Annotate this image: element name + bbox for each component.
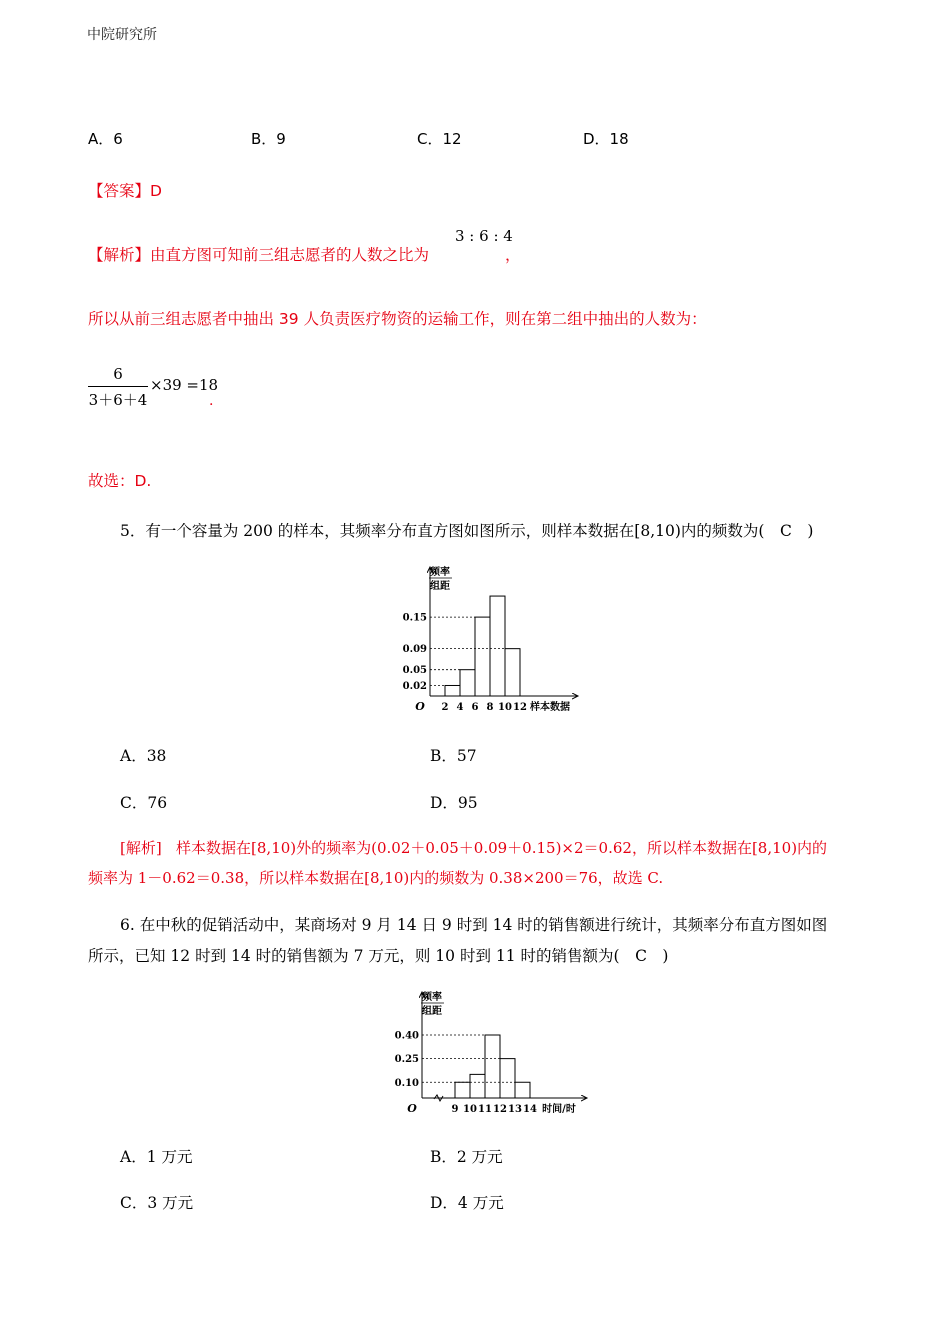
y-tick-label: 0.05 xyxy=(402,665,427,677)
y-tick-label: 0.09 xyxy=(402,644,427,656)
header-org: 中院研究所 xyxy=(87,27,157,43)
q4-option-b: B．9 xyxy=(251,130,286,148)
q4-analysis-text: 由直方图可知前三组志愿者的人数之比为 xyxy=(150,246,430,264)
y-tick-label: 0.10 xyxy=(395,1077,419,1089)
bar xyxy=(485,1035,500,1098)
q4-analysis-line1 xyxy=(88,243,429,265)
y-tick-label: 0.40 xyxy=(395,1030,419,1042)
q6-option-d: D．4 万元 xyxy=(430,1194,504,1212)
bar xyxy=(455,1082,470,1098)
q4-frac-numerator: 6 xyxy=(113,365,123,383)
q5-option-d: D．95 xyxy=(430,794,478,812)
q5-analysis-line1 xyxy=(120,837,827,858)
y-axis-label-top: 频率 xyxy=(422,992,442,1003)
q5-stem: 5．有一个容量为 200 的样本，其频率分布直方图如图所示，则样本数据在[8,10)内的频数为( C ) xyxy=(120,522,814,540)
q4-analysis-label: 【解析】 xyxy=(88,246,151,264)
x-tick-label: 2 xyxy=(441,702,449,713)
x-tick-label: 8 xyxy=(486,702,494,713)
q5-analysis-line2: 频率为 1－0.62＝0.38，所以样本数据在[8,10)内的频数为 0.38×200＝76，故选 C. xyxy=(88,869,664,887)
q4-period: . xyxy=(209,393,214,409)
q5-analysis-label: [解析] xyxy=(120,839,162,857)
x-tick-label: 13 xyxy=(508,1104,522,1115)
q5-option-c: C．76 xyxy=(120,794,168,812)
bar xyxy=(490,596,505,696)
x-tick-label: 10 xyxy=(463,1104,477,1115)
q6-option-c: C．3 万元 xyxy=(120,1194,194,1212)
q4-analysis-line2: 所以从前三组志愿者中抽出 39 人负责医疗物资的运输工作，则在第二组中抽出的人数为： xyxy=(88,310,707,328)
origin-label: O xyxy=(415,700,425,713)
q4-conclusion: 故选：D. xyxy=(88,472,152,490)
y-axis-label-bottom: 组距 xyxy=(430,581,450,592)
bar xyxy=(445,685,460,696)
q4-option-d: D．18 xyxy=(583,130,629,148)
q4-frac-denominator: 3＋6＋4 xyxy=(88,391,148,409)
axis-break-mark xyxy=(434,1095,443,1101)
x-axis-label: 样本数据 xyxy=(530,702,570,713)
x-tick-label: 4 xyxy=(456,702,464,713)
q4-frac-rest: ×39 =18 xyxy=(150,376,219,394)
q4-option-c: C．12 xyxy=(417,130,462,148)
q6-option-a: A．1 万元 xyxy=(120,1148,193,1166)
q6-stem-line2: 所示，已知 12 时到 14 时的销售额为 7 万元，则 10 时到 11 时的销售额为( C ) xyxy=(88,947,669,965)
q4-answer: 【答案】D xyxy=(88,182,162,200)
q6-option-b: B．2 万元 xyxy=(430,1148,503,1166)
bar xyxy=(475,617,490,696)
y-tick-label: 0.02 xyxy=(402,680,427,692)
y-axis-label-bottom: 组距 xyxy=(422,1006,442,1017)
q5-histogram xyxy=(395,565,590,720)
x-tick-label: 14 xyxy=(523,1104,537,1115)
x-tick-label: 12 xyxy=(493,1104,507,1115)
bar xyxy=(460,670,475,696)
x-tick-label: 12 xyxy=(513,702,527,713)
bar xyxy=(470,1074,485,1098)
bar xyxy=(505,649,520,696)
x-tick-label: 9 xyxy=(451,1104,459,1115)
x-tick-label: 6 xyxy=(471,702,479,713)
y-tick-label: 0.25 xyxy=(395,1054,419,1066)
q4-comma: ， xyxy=(505,246,521,264)
q6-histogram xyxy=(395,990,595,1120)
q4-option-a: A．6 xyxy=(88,130,123,148)
x-tick-label: 11 xyxy=(478,1104,492,1115)
bar xyxy=(515,1082,530,1098)
y-axis-label-top: 频率 xyxy=(430,567,450,578)
x-axis-label: 时间/时 xyxy=(542,1104,576,1115)
origin-label: O xyxy=(407,1102,417,1115)
q6-stem-line1: 6. 在中秋的促销活动中，某商场对 9 月 14 日 9 时到 14 时的销售额进行统计，其频率分布直方图如图 xyxy=(120,916,828,934)
q4-ratio: 3 : 6 : 4 xyxy=(455,227,513,245)
y-tick-label: 0.15 xyxy=(402,612,427,624)
q5-option-a: A．38 xyxy=(120,747,167,765)
q4-frac-bar xyxy=(88,386,148,387)
q5-analysis-text: 样本数据在[8,10)外的频率为(0.02＋0.05＋0.09＋0.15)×2＝0.62，所以样本数据在[8,10)内的 xyxy=(176,839,828,857)
x-tick-label: 10 xyxy=(498,702,512,713)
bar xyxy=(500,1059,515,1098)
q5-option-b: B．57 xyxy=(430,747,477,765)
